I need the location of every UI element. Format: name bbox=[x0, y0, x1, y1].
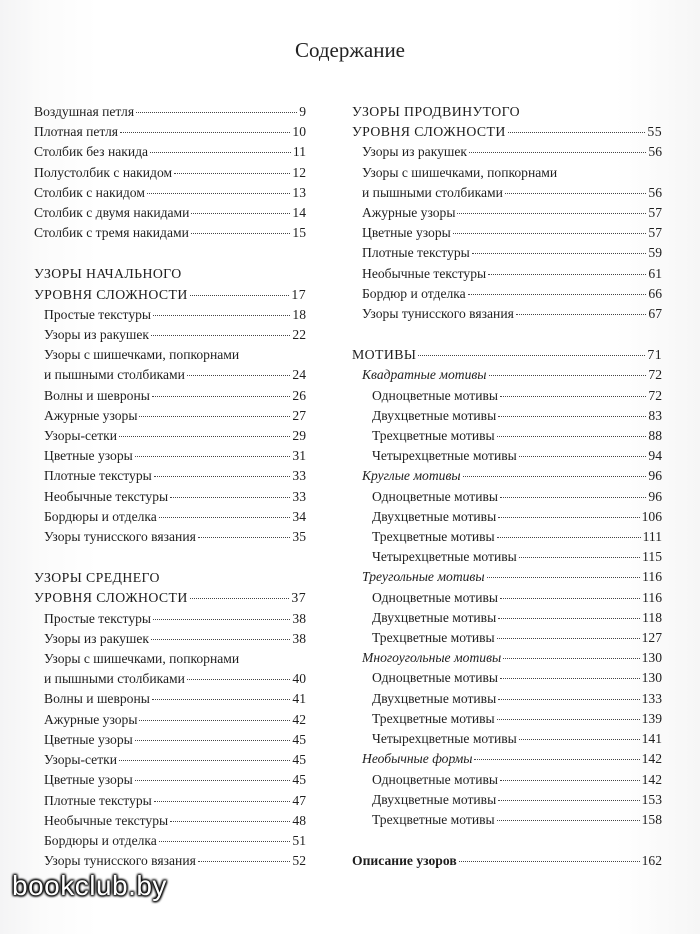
section-heading-entry[interactable]: МОТИВЫ 71 bbox=[352, 347, 662, 363]
toc-entry[interactable]: и пышными столбиками 40 bbox=[44, 671, 306, 687]
advanced-section bbox=[352, 102, 662, 324]
toc-entry[interactable]: Двухцветные мотивы 83 bbox=[372, 407, 662, 423]
toc-left-column bbox=[34, 102, 306, 871]
basics-list bbox=[34, 102, 306, 243]
toc-entry[interactable]: Узоры из ракушек 22 bbox=[44, 327, 306, 343]
toc-entry[interactable]: Четырехцветные мотивы 94 bbox=[372, 448, 662, 464]
toc-entry[interactable]: Одноцветные мотивы 130 bbox=[372, 670, 662, 686]
toc-entry[interactable]: Плотные текстуры 59 bbox=[362, 245, 662, 261]
section-heading: УЗОРЫ НАЧАЛЬНОГО bbox=[34, 266, 182, 282]
toc-entry[interactable]: Бордюры и отделка 34 bbox=[44, 508, 306, 524]
toc-entry-line: Узоры с шишечками, попкорнами bbox=[44, 651, 240, 667]
toc-entry[interactable]: и пышными столбиками 56 bbox=[362, 184, 662, 200]
toc-entry[interactable]: Двухцветные мотивы 153 bbox=[372, 791, 662, 807]
toc-entry[interactable]: Узоры тунисского вязания 67 bbox=[362, 306, 662, 322]
page-title: Содержание bbox=[294, 38, 406, 62]
toc-entry[interactable]: Ажурные узоры 42 bbox=[44, 711, 306, 727]
toc-entry[interactable]: Трехцветные мотивы 127 bbox=[372, 630, 662, 646]
toc-entry[interactable]: Цветные узоры 57 bbox=[362, 225, 662, 241]
toc-entry[interactable]: Узоры из ракушек 38 bbox=[44, 630, 306, 646]
section-heading-entry[interactable]: УРОВНЯ СЛОЖНОСТИ 37 bbox=[34, 590, 306, 606]
subsection-entry[interactable]: Круглые мотивы 96 bbox=[362, 468, 662, 484]
toc-entry[interactable]: Одноцветные мотивы 72 bbox=[372, 387, 662, 403]
toc-entry[interactable]: Двухцветные мотивы 106 bbox=[372, 508, 662, 524]
toc-entry[interactable]: Бордюр и отделка 66 bbox=[362, 285, 662, 301]
toc-entry-line: Узоры с шишечками, попкорнами bbox=[44, 347, 240, 363]
toc-entry[interactable]: Простые текстуры 38 bbox=[44, 610, 306, 626]
toc-entry[interactable]: Одноцветные мотивы 142 bbox=[372, 771, 662, 787]
motifs-section bbox=[352, 345, 662, 830]
toc-entry[interactable]: Трехцветные мотивы 139 bbox=[372, 710, 662, 726]
toc-entry[interactable]: Четырехцветные мотивы 115 bbox=[372, 549, 662, 565]
beginner-section bbox=[34, 264, 306, 547]
toc-entry[interactable]: Волны и шевроны 26 bbox=[44, 387, 306, 403]
toc-entry[interactable]: и пышными столбиками 24 bbox=[44, 367, 306, 383]
toc-entry[interactable]: Столбик с двумя накидами 14 bbox=[34, 205, 306, 221]
toc-entry[interactable]: Необычные текстуры 48 bbox=[44, 812, 306, 828]
toc-entry[interactable]: Простые текстуры 18 bbox=[44, 306, 306, 322]
toc-entry[interactable]: Трехцветные мотивы 158 bbox=[372, 811, 662, 827]
toc-entry[interactable]: Узоры из ракушек 56 bbox=[362, 144, 662, 160]
toc-entry[interactable]: Одноцветные мотивы 116 bbox=[372, 589, 662, 605]
subsection-entry[interactable]: Треугольные мотивы 116 bbox=[362, 569, 662, 585]
toc-entry[interactable]: Полустолбик с накидом 12 bbox=[34, 164, 306, 180]
toc-entry[interactable]: Двухцветные мотивы 133 bbox=[372, 690, 662, 706]
toc-entry[interactable]: Ажурные узоры 57 bbox=[362, 205, 662, 221]
section-heading: УЗОРЫ СРЕДНЕГО bbox=[34, 570, 160, 586]
section-heading: УЗОРЫ ПРОДВИНУТОГО bbox=[352, 104, 521, 119]
toc-entry[interactable]: Цветные узоры 45 bbox=[44, 731, 306, 747]
toc-entry[interactable]: Необычные текстуры 61 bbox=[362, 265, 662, 281]
toc-entry[interactable]: Четырехцветные мотивы 141 bbox=[372, 731, 662, 747]
toc-entry-line: Узоры с шишечками, попкорнами bbox=[362, 164, 558, 180]
toc-entry[interactable]: Необычные текстуры 33 bbox=[44, 488, 306, 504]
toc-entry[interactable]: Столбик без накида 11 bbox=[34, 144, 306, 160]
toc-entry[interactable]: Трехцветные мотивы 88 bbox=[372, 428, 662, 444]
intermediate-section bbox=[34, 568, 306, 871]
toc-entry[interactable]: Плотные текстуры 33 bbox=[44, 468, 306, 484]
toc-entry[interactable]: Плотные текстуры 47 bbox=[44, 792, 306, 808]
toc-entry[interactable]: Воздушная петля 9 bbox=[34, 104, 306, 119]
toc-entry[interactable]: Цветные узоры 45 bbox=[44, 772, 306, 788]
toc-entry[interactable]: Двухцветные мотивы 118 bbox=[372, 609, 662, 625]
toc-entry[interactable]: Узоры тунисского вязания 52 bbox=[44, 853, 306, 869]
toc-entry[interactable]: Столбик с накидом 13 bbox=[34, 184, 306, 200]
toc-entry[interactable]: Волны и шевроны 41 bbox=[44, 691, 306, 707]
subsection-entry[interactable]: Квадратные мотивы 72 bbox=[362, 367, 662, 383]
toc-entry[interactable]: Цветные узоры 31 bbox=[44, 448, 306, 464]
pattern-descriptions-entry[interactable]: Описание узоров 162 bbox=[352, 853, 662, 869]
toc-entry[interactable]: Узоры тунисского вязания 35 bbox=[44, 529, 306, 545]
subsection-entry[interactable]: Необычные формы 142 bbox=[362, 751, 662, 767]
section-heading-entry[interactable]: УРОВНЯ СЛОЖНОСТИ 17 bbox=[34, 286, 306, 302]
toc-entry[interactable]: Столбик с тремя накидами 15 bbox=[34, 225, 306, 241]
toc-entry[interactable]: Ажурные узоры 27 bbox=[44, 407, 306, 423]
toc-right-column bbox=[352, 102, 662, 871]
site-watermark: bookclub.by bbox=[12, 870, 167, 901]
toc-entry[interactable]: Одноцветные мотивы 96 bbox=[372, 488, 662, 504]
toc-entry[interactable]: Плотная петля 10 bbox=[34, 124, 306, 140]
toc-entry[interactable]: Трехцветные мотивы 111 bbox=[372, 529, 662, 545]
toc-entry[interactable]: Узоры-сетки 45 bbox=[44, 752, 306, 768]
subsection-entry[interactable]: Многоугольные мотивы 130 bbox=[362, 650, 662, 666]
toc-entry[interactable]: Узоры-сетки 29 bbox=[44, 428, 306, 444]
section-heading-entry[interactable]: УРОВНЯ СЛОЖНОСТИ 55 bbox=[352, 124, 662, 140]
toc-entry[interactable]: Бордюры и отделка 51 bbox=[44, 832, 306, 848]
